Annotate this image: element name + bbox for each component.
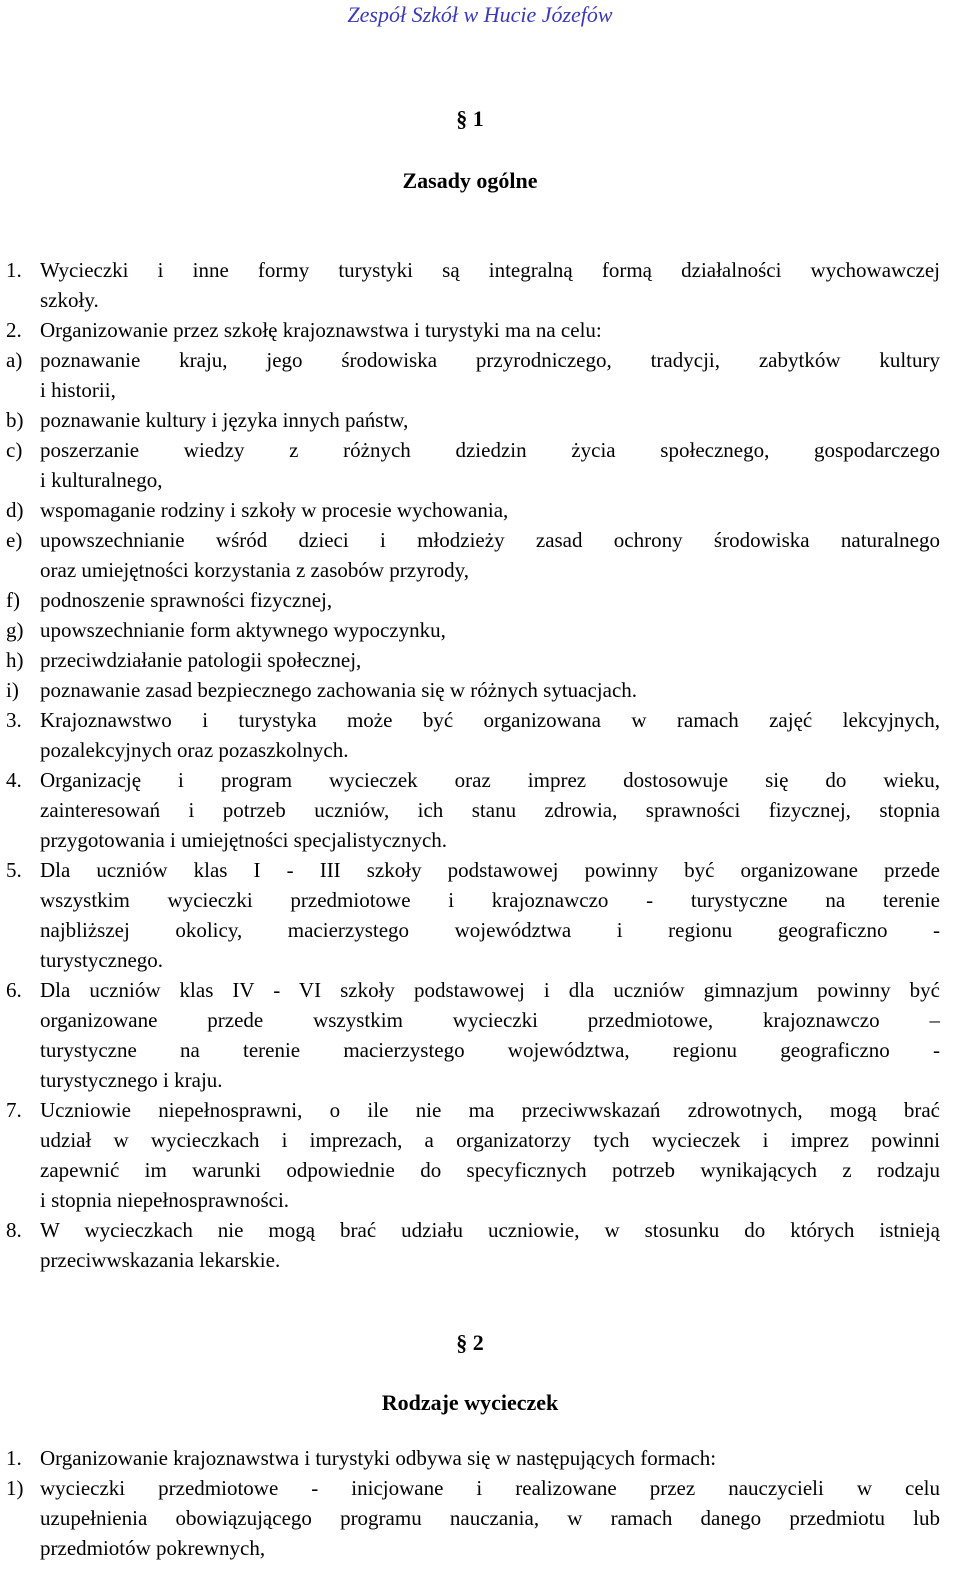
list-item-line <box>0 765 960 795</box>
list-item-text: i kulturalnego, <box>40 468 163 492</box>
list-item-text: W wycieczkach nie mogą brać udziału uczniowie, w stosunku do których istnieją <box>40 1218 940 1242</box>
section-1-number: § 1 <box>456 106 484 131</box>
list-item-text: Krajoznawstwo i turystyka może być organizowana w ramach zajęć lekcyjnych, <box>40 708 940 732</box>
list-item-line <box>0 945 960 975</box>
list-item-line <box>0 495 960 525</box>
list-item-text: Wycieczki i inne formy turystyki są integralną formą działalności wychowawczej <box>40 258 940 282</box>
list-marker: e) <box>6 528 23 552</box>
list-item-text: poznawanie kultury i języka innych państw, <box>40 408 409 432</box>
list-item-text: i stopnia niepełnosprawności. <box>40 1188 290 1212</box>
list-item-line <box>0 615 960 645</box>
list-item-text: Dla uczniów klas IV - VI szkoły podstawowej i dla uczniów gimnazjum powinny być <box>40 978 940 1002</box>
list-marker: 6. <box>6 978 22 1002</box>
list-item-line <box>0 1065 960 1095</box>
list-item-line <box>0 855 960 885</box>
list-item-line <box>0 1215 960 1245</box>
list-item-text: przygotowania i umiejętności specjalistycznych. <box>40 828 448 852</box>
document-header: Zespół Szkół w Hucie Józefów <box>347 2 613 27</box>
list-item-text: wycieczki przedmiotowe - inicjowane i realizowane przez nauczycieli w celu <box>40 1476 940 1500</box>
list-item-line <box>0 375 960 405</box>
list-item-line <box>0 975 960 1005</box>
list-item-text: najbliższej okolicy, macierzystego województwa i regionu geograficzno - <box>40 918 940 942</box>
list-item-line <box>0 735 960 765</box>
list-item-text: Organizowanie przez szkołę krajoznawstwa i turystyki ma na celu: <box>40 318 602 342</box>
list-item-line <box>0 675 960 705</box>
section-2-list <box>0 1443 960 1563</box>
list-item-line <box>0 1005 960 1035</box>
list-item-line <box>0 405 960 435</box>
list-item-line <box>0 1155 960 1185</box>
list-marker: f) <box>6 588 20 612</box>
list-marker: 1. <box>6 1446 22 1470</box>
list-item-text: oraz umiejętności korzystania z zasobów przyrody, <box>40 558 469 582</box>
list-item-line <box>0 885 960 915</box>
list-item-line <box>0 1473 960 1503</box>
list-marker: 4. <box>6 768 22 792</box>
section-2-number-value: 2 <box>472 1330 484 1355</box>
list-item-line <box>0 585 960 615</box>
list-item-line <box>0 825 960 855</box>
list-item-line <box>0 345 960 375</box>
list-item-line <box>0 465 960 495</box>
list-item-line <box>0 1503 960 1533</box>
list-item-line <box>0 1443 960 1473</box>
list-item-line <box>0 1245 960 1275</box>
section-1-list <box>0 255 960 1275</box>
list-item-line <box>0 435 960 465</box>
list-item-text: przedmiotów pokrewnych, <box>40 1536 266 1560</box>
list-item-text: wszystkim wycieczki przedmiotowe i krajoznawczo - turystyczne na terenie <box>40 888 940 912</box>
list-item-text: podnoszenie sprawności fizycznej, <box>40 588 333 612</box>
list-marker: d) <box>6 498 24 522</box>
list-marker: 2. <box>6 318 22 342</box>
list-marker: 3. <box>6 708 22 732</box>
list-item-line <box>0 525 960 555</box>
list-item-text: Organizowanie krajoznawstwa i turystyki odbywa się w następujących formach: <box>40 1446 717 1470</box>
list-marker: b) <box>6 408 24 432</box>
section-1-number-value: 1 <box>472 106 484 131</box>
list-item-text: organizowane przede wszystkim wycieczki przedmiotowe, krajoznawczo – <box>40 1008 940 1032</box>
list-marker: c) <box>6 438 23 462</box>
list-item-text: szkoły. <box>40 288 99 312</box>
list-item-line <box>0 795 960 825</box>
list-marker: 7. <box>6 1098 22 1122</box>
list-item-text: i historii, <box>40 378 116 402</box>
list-item-text: przeciwwskazania lekarskie. <box>40 1248 281 1272</box>
list-item-text: turystycznego i kraju. <box>40 1068 223 1092</box>
list-item-text: poznawanie zasad bezpiecznego zachowania się w różnych sytuacjach. <box>40 678 638 702</box>
list-marker: 5. <box>6 858 22 882</box>
list-marker: 8. <box>6 1218 22 1242</box>
list-item-line <box>0 1095 960 1125</box>
list-marker: 1) <box>6 1476 24 1500</box>
list-marker: h) <box>6 648 24 672</box>
list-item-line <box>0 915 960 945</box>
list-item-text: turystyczne na terenie macierzystego województwa, regionu geograficzno - <box>40 1038 940 1062</box>
list-marker: 1. <box>6 258 22 282</box>
list-item-text: zainteresowań i potrzeb uczniów, ich stanu zdrowia, sprawności fizycznej, stopnia <box>40 798 940 822</box>
list-item-line <box>0 255 960 285</box>
list-marker: a) <box>6 348 23 372</box>
list-marker: i) <box>6 678 19 702</box>
list-item-text: zapewnić im warunki odpowiednie do specyficznych potrzeb wynikających z rodzaju <box>40 1158 940 1182</box>
section-2-number: § 2 <box>456 1330 484 1355</box>
section-2-title: Rodzaje wycieczek <box>381 1390 559 1415</box>
list-item-line <box>0 315 960 345</box>
list-item-line <box>0 1125 960 1155</box>
list-item-text: poszerzanie wiedzy z różnych dziedzin życia społecznego, gospodarczego <box>40 438 940 462</box>
list-item-text: pozalekcyjnych oraz pozaszkolnych. <box>40 738 349 762</box>
list-item-text: Dla uczniów klas I - III szkoły podstawowej powinny być organizowane przede <box>40 858 940 882</box>
list-item-line <box>0 555 960 585</box>
list-item-line <box>0 1185 960 1215</box>
list-item-text: poznawanie kraju, jego środowiska przyrodniczego, tradycji, zabytków kultury <box>40 348 940 372</box>
section-1-title: Zasady ogólne <box>402 168 538 193</box>
list-item-line <box>0 645 960 675</box>
list-item-text: udział w wycieczkach i imprezach, a organizatorzy tych wycieczek i imprez powinni <box>40 1128 940 1152</box>
list-item-text: turystycznego. <box>40 948 164 972</box>
list-item-line <box>0 285 960 315</box>
list-marker: g) <box>6 618 24 642</box>
list-item-text: upowszechnianie wśród dzieci i młodzieży zasad ochrony środowiska naturalnego <box>40 528 940 552</box>
list-item-text: wspomaganie rodziny i szkoły w procesie wychowania, <box>40 498 509 522</box>
list-item-line <box>0 705 960 735</box>
list-item-text: upowszechnianie form aktywnego wypoczynku, <box>40 618 446 642</box>
list-item-text: Uczniowie niepełnosprawni, o ile nie ma przeciwwskazań zdrowotnych, mogą brać <box>40 1098 940 1122</box>
list-item-line <box>0 1035 960 1065</box>
list-item-line <box>0 1533 960 1563</box>
list-item-text: Organizację i program wycieczek oraz imprez dostosowuje się do wieku, <box>40 768 940 792</box>
list-item-text: uzupełnienia obowiązującego programu nauczania, w ramach danego przedmiotu lub <box>40 1506 940 1530</box>
list-item-text: przeciwdziałanie patologii społecznej, <box>40 648 362 672</box>
